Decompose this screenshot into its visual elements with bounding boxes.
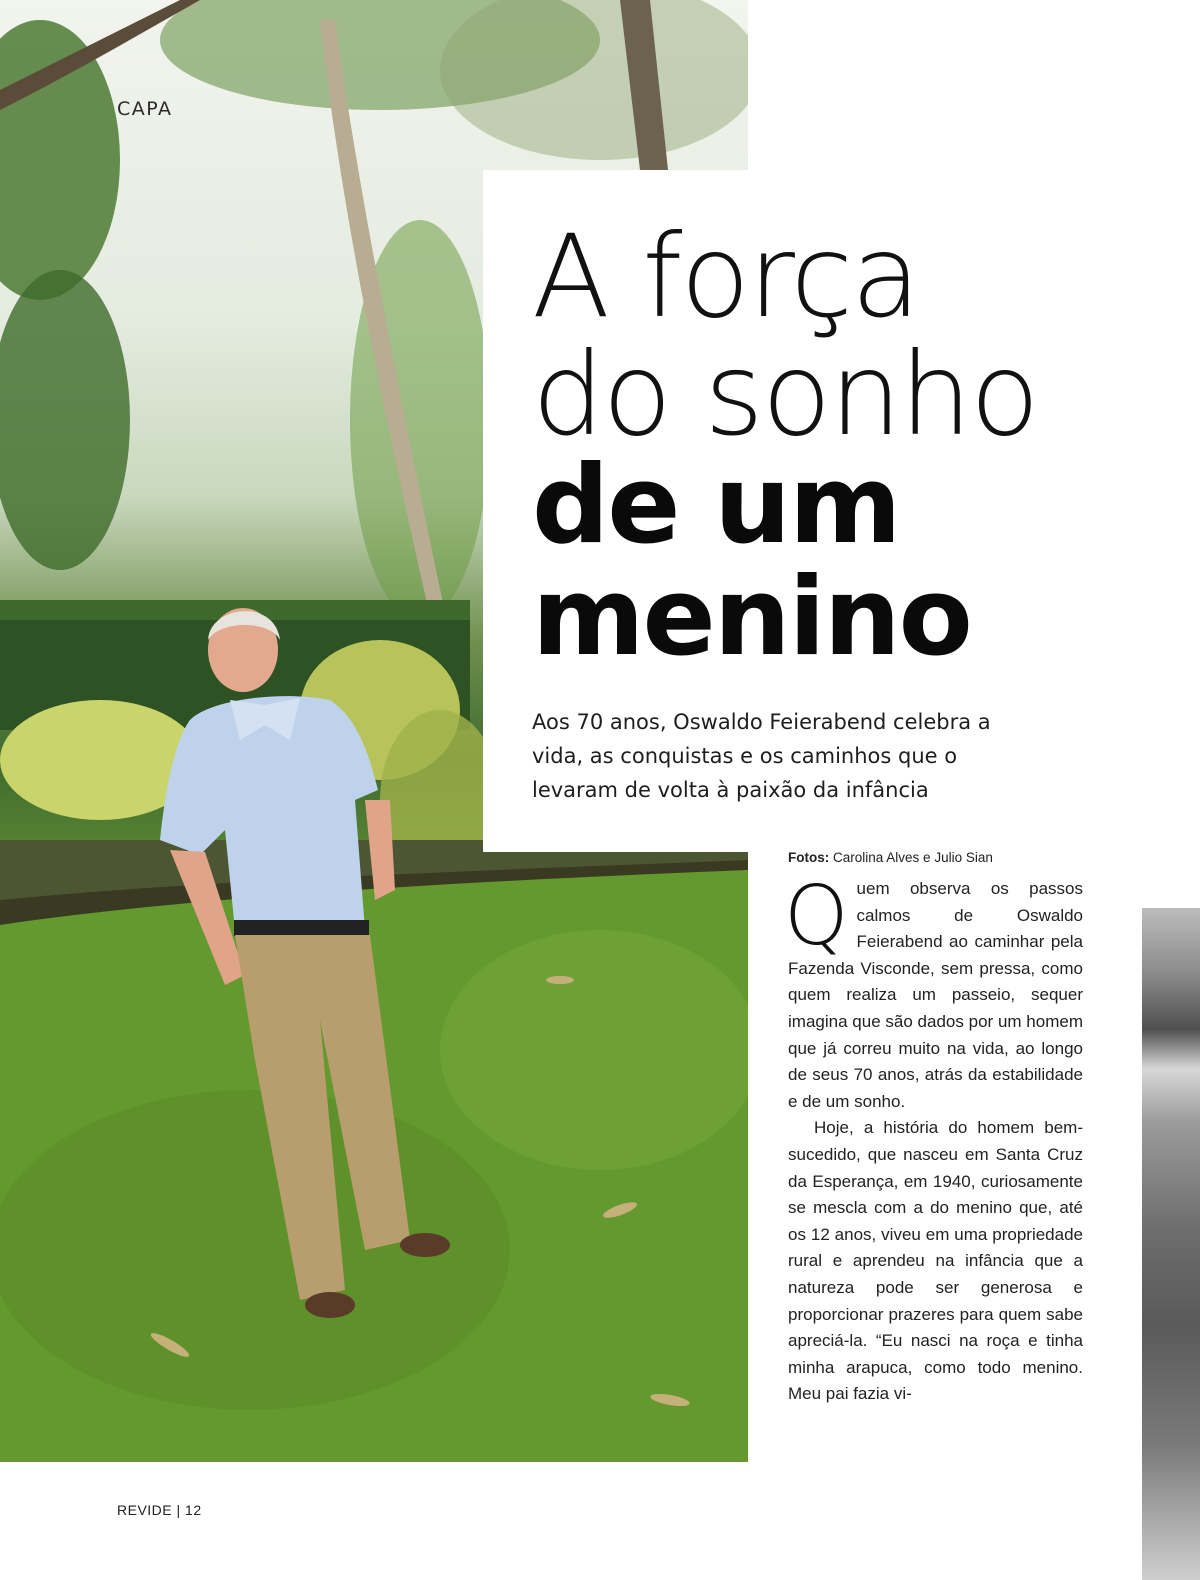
paragraph-1 <box>784 869 1083 1115</box>
headline-line-1: A força <box>532 210 920 343</box>
adjacent-photo-strip <box>1142 908 1200 1580</box>
headline-line-3: de um <box>532 443 900 568</box>
article-body <box>784 869 1083 1408</box>
paragraph-2: Hoje, a história do homem bem-sucedido, que nasceu em Santa Cruz da Esperança, em 1940, curiosamente se mescla com a do menino que, até os 12 anos, viveu em uma propriedade rural e aprendeu na infância que a natureza pode ser generosa e proporcionar prazeres para quem sabe apreciá-la. “Eu nasci na roça e tinha minha arapuca, como todo menino. Meu pai fazia vi- <box>788 1118 1083 1404</box>
photo-credits <box>788 850 993 865</box>
paragraph-1-text: uem observa os passos calmos de Oswaldo Feierabend ao caminhar pela Fazenda Visconde, sem pressa, como quem realiza um passeio, sequer imagina que são dados por um homem que já correu muito na vida, ao longo de seus 70 anos, atrás da estabilidade e de um sonho. <box>788 879 1083 1111</box>
credits-names: Carolina Alves e Julio Sian <box>833 850 993 865</box>
headline-bold <box>532 443 1192 680</box>
headline-line-4: menino <box>532 555 971 680</box>
headline-light <box>532 210 1172 461</box>
credits-label: Fotos: <box>788 850 830 865</box>
subtitle: Aos 70 anos, Oswaldo Feierabend celebra a vida, as conquistas e os caminhos que o levaram de volta à paixão da infância <box>532 710 991 802</box>
headline-line-2: do sonho <box>532 328 1038 461</box>
drop-cap: Q <box>784 869 849 964</box>
page-footer: REVIDE | 12 <box>117 1502 202 1518</box>
section-label: CAPA <box>117 98 173 120</box>
